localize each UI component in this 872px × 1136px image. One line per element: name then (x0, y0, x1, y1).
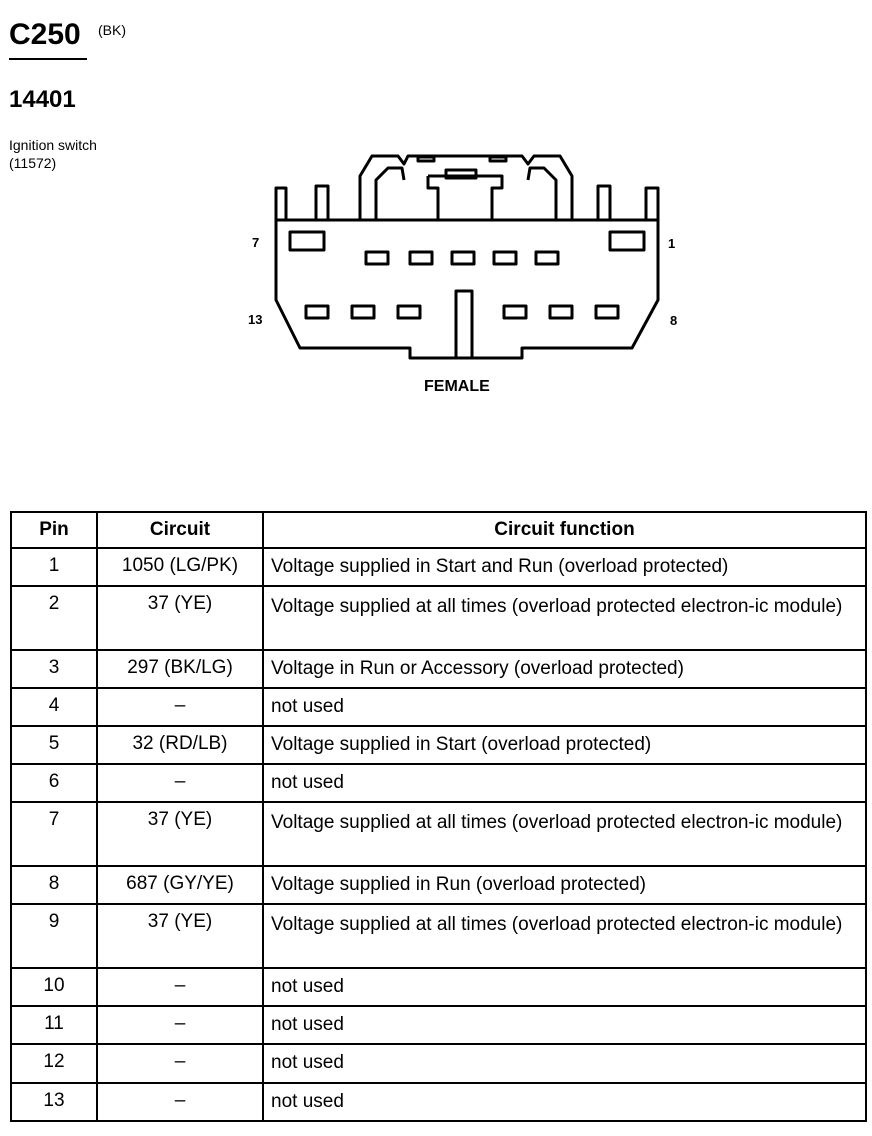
cell-pin: 3 (11, 650, 97, 688)
cell-pin: 7 (11, 802, 97, 866)
cell-function: Voltage supplied at all times (overload protected electron-ic module) (263, 802, 866, 866)
cavity-4 (452, 252, 474, 264)
table-row (11, 688, 866, 726)
cell-circuit: 1050 (LG/PK) (97, 548, 263, 586)
cavity-10 (504, 306, 526, 318)
table-row (11, 866, 866, 904)
cavity-1 (610, 232, 644, 250)
connector-id-underline (9, 58, 87, 60)
connector-top-edge (276, 156, 658, 220)
cell-function: Voltage supplied in Start (overload protected) (263, 726, 866, 764)
cell-circuit: 37 (YE) (97, 904, 263, 968)
cell-circuit: 37 (YE) (97, 586, 263, 650)
cell-circuit: – (97, 764, 263, 802)
cell-function: not used (263, 1006, 866, 1044)
cavity-13 (306, 306, 328, 318)
table-row (11, 1006, 866, 1044)
cell-function: not used (263, 688, 866, 726)
pinout-table (10, 511, 867, 1122)
connector-latch-block (428, 176, 502, 220)
cell-circuit: – (97, 1083, 263, 1121)
cell-pin: 10 (11, 968, 97, 1006)
cell-pin: 13 (11, 1083, 97, 1121)
connector-description (9, 136, 97, 172)
connector-color: (BK) (98, 22, 126, 38)
cell-circuit: 32 (RD/LB) (97, 726, 263, 764)
cavity-3 (494, 252, 516, 264)
cell-pin: 11 (11, 1006, 97, 1044)
cavity-11 (398, 306, 420, 318)
cell-function: not used (263, 764, 866, 802)
pin-label-13: 13 (248, 312, 263, 327)
description-line-1: Ignition switch (9, 137, 97, 153)
cell-function: Voltage supplied in Run (overload protected) (263, 866, 866, 904)
cavity-5 (410, 252, 432, 264)
cell-pin: 5 (11, 726, 97, 764)
cell-circuit: – (97, 1044, 263, 1083)
cell-circuit: 687 (GY/YE) (97, 866, 263, 904)
cell-circuit: – (97, 968, 263, 1006)
cell-function: Voltage supplied at all times (overload protected electron-ic module) (263, 904, 866, 968)
table-row (11, 1044, 866, 1083)
table-row (11, 968, 866, 1006)
cell-circuit: 37 (YE) (97, 802, 263, 866)
pin-label-8: 8 (670, 313, 678, 328)
pin-label-7: 7 (252, 235, 260, 250)
table-row (11, 650, 866, 688)
header-circuit: Circuit (97, 512, 263, 548)
cavity-2 (536, 252, 558, 264)
cell-function: not used (263, 1083, 866, 1121)
cell-pin: 9 (11, 904, 97, 968)
cavity-8 (596, 306, 618, 318)
table-row (11, 586, 866, 650)
table-row (11, 726, 866, 764)
cell-function: Voltage supplied in Start and Run (overload protected) (263, 548, 866, 586)
header-function: Circuit function (263, 512, 866, 548)
connector-latch-slot (446, 170, 476, 178)
connector-keyway (456, 291, 472, 358)
table-row (11, 548, 866, 586)
connector-body (276, 220, 658, 358)
part-number: 14401 (9, 86, 76, 113)
cavity-6 (366, 252, 388, 264)
cell-function: not used (263, 968, 866, 1006)
cell-circuit: 297 (BK/LG) (97, 650, 263, 688)
cell-function: Voltage in Run or Accessory (overload protected) (263, 650, 866, 688)
cavity-9 (550, 306, 572, 318)
cell-circuit: – (97, 688, 263, 726)
connector-id: C250 (9, 18, 81, 51)
cell-pin: 6 (11, 764, 97, 802)
cell-pin: 1 (11, 548, 97, 586)
header-pin: Pin (11, 512, 97, 548)
cell-function: not used (263, 1044, 866, 1083)
cell-pin: 4 (11, 688, 97, 726)
cell-pin: 8 (11, 866, 97, 904)
table-row (11, 904, 866, 968)
table-header-row (11, 512, 866, 548)
connector-gender: FEMALE (424, 378, 490, 395)
pin-label-1: 1 (668, 236, 676, 251)
cavity-12 (352, 306, 374, 318)
description-line-2: (11572) (9, 155, 57, 171)
table-row (11, 802, 866, 866)
table-row (11, 1083, 866, 1121)
table-row (11, 764, 866, 802)
connector-face-diagram (240, 145, 700, 405)
cell-circuit: – (97, 1006, 263, 1044)
cell-pin: 12 (11, 1044, 97, 1083)
cavity-7 (290, 232, 324, 250)
cell-pin: 2 (11, 586, 97, 650)
cell-function: Voltage supplied at all times (overload protected electron-ic module) (263, 586, 866, 650)
